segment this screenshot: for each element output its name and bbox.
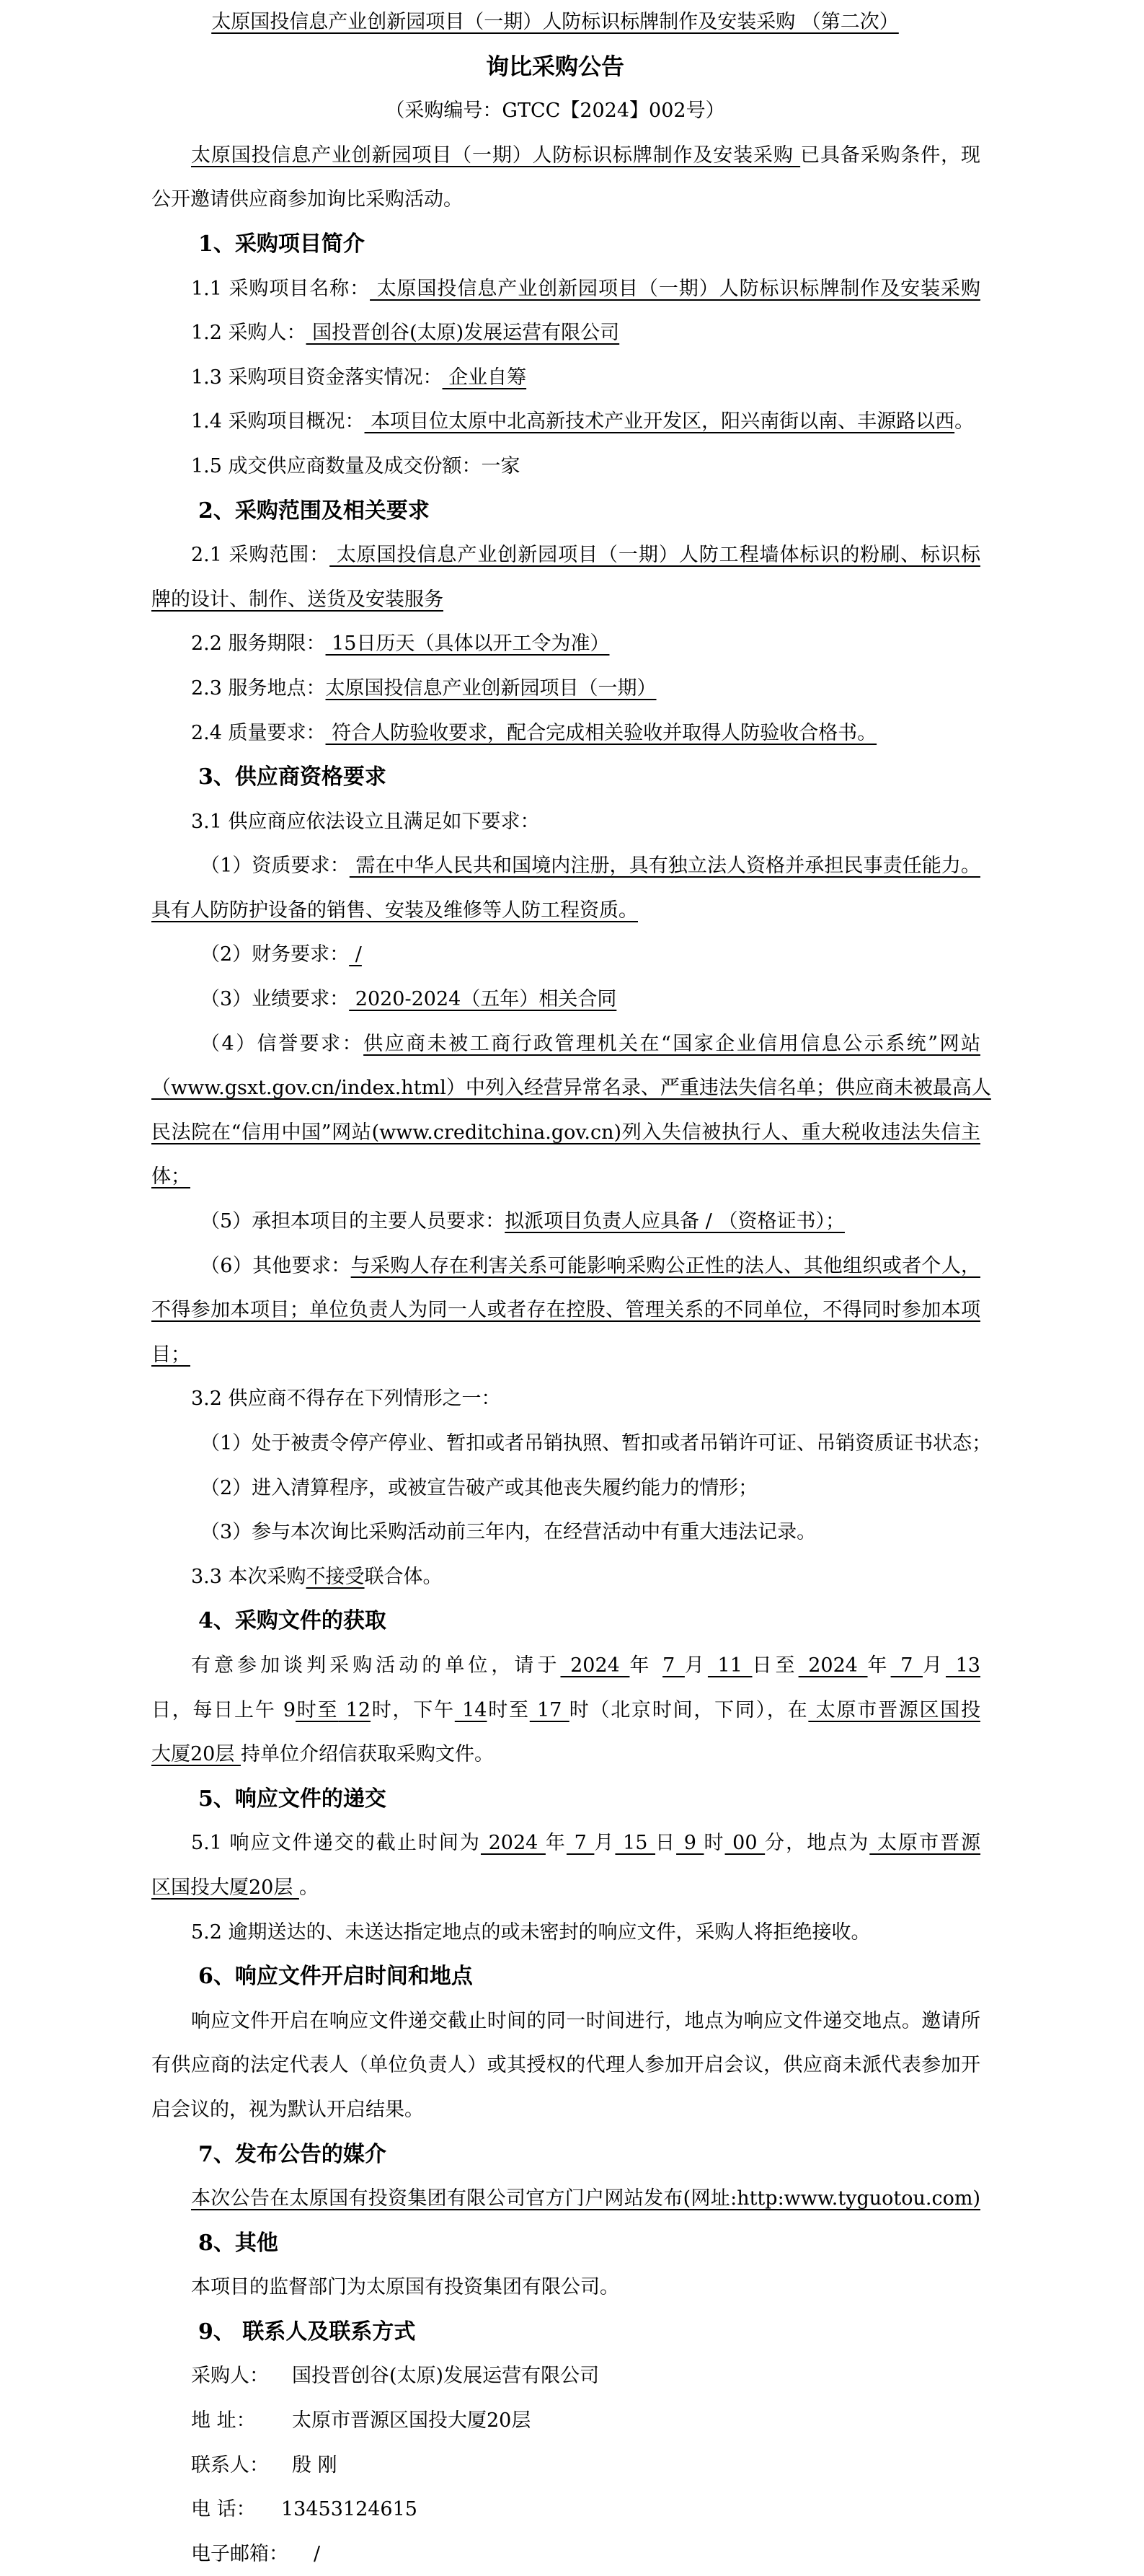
filled-field-text: （www.gsxt.gov.cn/index.html）中列入经营异常名录、严重违法失信名单；供应商未被最高人 (151, 1077, 991, 1100)
text-segment: 2、采购范围及相关要求 (198, 498, 430, 524)
text-segment: 3.2 供应商不得存在下列情形之一： (191, 1388, 501, 1411)
filled-field-text: 7 (890, 1654, 923, 1677)
filled-field-text: 太原国投信息产业创新园项目（一期）人防工程墙体标识的粉刷、标识标 (329, 544, 980, 567)
filled-field-text: 14 (454, 1698, 487, 1721)
text-segment: 2.2 服务期限： (191, 632, 326, 656)
text-segment: 分，地点为 (765, 1832, 870, 1855)
text-line (151, 133, 980, 178)
filled-field-text: 9 (676, 1832, 704, 1855)
filled-field-text: 时至 (296, 1698, 339, 1721)
text-segment: 5、响应文件的递交 (198, 1786, 386, 1812)
text-segment: 1.5 成交供应商数量及成交份额：一家 (191, 454, 520, 477)
text-segment: 1、采购项目简介 (198, 231, 365, 257)
text-segment: 2.3 服务地点： (191, 676, 326, 700)
text-segment: 8、其他 (198, 2230, 278, 2256)
filled-field-text: 供应商未被工商行政管理机关在“国家企业信用信息公示系统”网站 (363, 1032, 980, 1055)
text-line (151, 356, 980, 400)
text-line (151, 1510, 980, 1555)
text-segment: 启会议的，视为默认开启结果。 (151, 2098, 424, 2121)
contact-row (151, 2354, 980, 2399)
text-line (151, 533, 980, 578)
text-segment: （2）进入清算程序，或被宣告破产或其他丧失履约能力的情形； (200, 1476, 758, 1499)
filled-field-text: 太原国投信息产业创新园项目（一期）人防标识标牌制作及安装采购 (191, 144, 801, 167)
section-heading (151, 1954, 980, 1999)
filled-field-text: 需在中华人民共和国境内注册，具有独立法人资格并承担民事责任能力。 (349, 855, 980, 878)
text-segment: 1.4 采购项目概况： (191, 410, 365, 433)
text-line (151, 267, 980, 312)
filled-field-text: 2024 (798, 1654, 868, 1677)
procurement-announcement-document (151, 0, 992, 2576)
procurement-number (130, 89, 980, 133)
text-segment: （4）信誉要求： (200, 1032, 364, 1055)
filled-field-text: 企业自筹 (442, 366, 527, 389)
text-line (151, 844, 980, 888)
contact-label: 电 话： (191, 2498, 256, 2521)
text-segment: 。 (298, 1876, 319, 1899)
text-segment: 3.3 本次采购 (191, 1565, 306, 1588)
text-segment: 7、发布公告的媒介 (198, 2141, 386, 2167)
section-heading (151, 2310, 980, 2355)
text-segment: 有供应商的法定代表人（单位负责人）或其授权的代理人参加开启会议，供应商未派代表参加开 (151, 2054, 980, 2077)
text-line (151, 1022, 980, 1067)
page-title (130, 45, 980, 89)
text-line (151, 2176, 980, 2221)
text-segment: 1.2 采购人： (191, 322, 306, 345)
text-line (151, 1866, 980, 1910)
text-segment: 3.1 供应商应依法设立且满足如下要求： (191, 810, 540, 833)
filled-field-text: / (349, 943, 362, 966)
text-line (151, 1288, 980, 1333)
text-line (151, 932, 980, 977)
text-line (151, 2088, 980, 2132)
text-segment: 年 (629, 1654, 663, 1677)
contact-row (151, 2532, 980, 2576)
text-line (151, 977, 980, 1022)
filled-field-text: 民法院在“信用中国”网站(www.creditchina.gov.cn)列入失信被执行人、重大税收违法失信主 (151, 1121, 980, 1144)
text-line (151, 1333, 980, 1377)
contact-value: 殷 刚 (292, 2453, 337, 2476)
text-line (151, 2043, 980, 2088)
text-segment: 时（北京时间，下同），在 (569, 1698, 809, 1721)
text-segment: 月 (684, 1654, 708, 1677)
text-segment: 年 (867, 1654, 891, 1677)
filled-field-text: 本项目位太原中北高新技术产业开发区，阳兴南街以南、丰源路以西 (364, 410, 955, 433)
text-line (151, 400, 980, 444)
text-line (151, 1732, 980, 1777)
text-line (151, 1111, 980, 1155)
filled-field-text: 太原国投信息产业创新园项目（一期） (325, 676, 657, 700)
text-line (151, 1821, 980, 1866)
text-line (151, 578, 980, 622)
filled-field-text: 太原市晋源 (869, 1832, 981, 1855)
text-segment: 时 (704, 1832, 725, 1855)
text-line (151, 888, 980, 933)
text-segment: 月 (594, 1832, 616, 1855)
text-segment: 6、响应文件开启时间和地点 (198, 1964, 473, 1990)
section-heading (151, 1777, 980, 1822)
section-heading (151, 489, 980, 534)
filled-field-text: 太原国投信息产业创新园项目（一期）人防标识标牌制作及安装采购 (370, 277, 980, 300)
text-line (151, 622, 980, 666)
text-segment: 5.1 响应文件递交的截止时间为 (191, 1832, 481, 1855)
text-line (151, 1999, 980, 2044)
filled-field-text: 区国投大厦20层 (151, 1876, 299, 1899)
contact-value: 13453124615 (281, 2498, 417, 2521)
filled-field-text: 目； (151, 1343, 190, 1366)
text-line (151, 2265, 980, 2310)
filled-field-text: 体； (151, 1165, 190, 1188)
contact-label: 电子邮箱： (191, 2542, 288, 2565)
filled-field-text: 具有人防防护设备的销售、安装及维修等人防工程资质。 (151, 899, 638, 922)
text-line (151, 1644, 980, 1688)
filled-field-text: 拟派项目负责人应具备 / （资格证书）； (505, 1210, 845, 1233)
contact-label: 采购人： (191, 2365, 269, 2388)
text-line (151, 1421, 992, 1466)
text-segment: （3）业绩要求： (200, 988, 350, 1011)
text-line (151, 800, 980, 844)
contact-row (151, 2399, 980, 2443)
filled-field-text: 不得参加本项目；单位负责人为同一人或者存在控股、管理关系的不同单位，不得同时参加本项 (151, 1299, 980, 1322)
filled-field-text: 大厦20层 (151, 1743, 241, 1766)
filled-field-text: 17 (529, 1698, 569, 1721)
contact-label: 地 址： (191, 2409, 256, 2432)
text-segment: 2.4 质量要求： (191, 721, 326, 744)
filled-field-text: 15 (615, 1832, 656, 1855)
filled-field-text: 本次公告在太原国有投资集团有限公司官方门户网站发布(网址:http:www.tyguotou.com) (191, 2187, 980, 2210)
filled-field-text: 2024 (480, 1832, 546, 1855)
text-segment: （1）资质要求： (200, 855, 350, 878)
contact-row (151, 2487, 980, 2532)
filled-field-text: 12 (338, 1698, 371, 1721)
text-segment: 2.1 采购范围： (191, 544, 330, 567)
filled-field-text: 符合人防验收要求，配合完成相关验收并取得人防验收合格书。 (325, 721, 877, 744)
filled-field-text: 国投晋创谷(太原)发展运营有限公司 (306, 322, 620, 345)
text-line (151, 1555, 980, 1600)
text-segment: 联合体。 (364, 1565, 443, 1588)
text-line (151, 444, 980, 489)
text-segment: 有意参加谈判采购活动的单位，请于 (191, 1654, 561, 1677)
filled-field-text: 15日历天（具体以开工令为准） (325, 632, 610, 656)
text-segment: 。 (954, 410, 975, 433)
text-line (151, 711, 980, 756)
filled-field-text: 2024 (560, 1654, 630, 1677)
text-segment: 询比采购公告 (485, 52, 624, 80)
filled-field-text: 13 (946, 1654, 980, 1677)
filled-field-text: 7 (662, 1654, 685, 1677)
contact-row (151, 2443, 980, 2488)
filled-field-text: 与采购人存在利害关系可能影响采购公正性的法人、其他组织或者个人， (350, 1254, 980, 1277)
text-segment: 月 (922, 1654, 946, 1677)
text-segment: 日，每日上午 9 (151, 1698, 296, 1721)
text-line (151, 177, 980, 222)
text-segment: 年 (545, 1832, 567, 1855)
text-line (151, 1155, 980, 1199)
text-line (151, 666, 980, 711)
filled-field-text: 太原国投信息产业创新园项目（一期）人防标识标牌制作及安装采购 （第二次） (211, 11, 899, 33)
section-heading (151, 755, 980, 800)
contact-value: / (314, 2542, 321, 2565)
text-segment: 4、采购文件的获取 (198, 1608, 386, 1634)
text-segment: （1）处于被责令停产停业、暂扣或者吊销执照、暂扣或者吊销许可证、吊销资质证书状态； (200, 1432, 992, 1455)
text-segment: 时至 (487, 1698, 530, 1721)
document-title (130, 0, 980, 45)
text-segment: 已具备采购条件，现 (800, 144, 980, 167)
text-line (151, 1066, 991, 1111)
section-heading (151, 1599, 980, 1644)
text-line (151, 311, 980, 356)
contact-label: 联系人： (191, 2453, 269, 2476)
text-segment: （6）其他要求： (200, 1254, 351, 1277)
text-segment: 9、 联系人及联系方式 (198, 2319, 416, 2345)
text-segment: 5.2 逾期送达的、未送达指定地点的或未密封的响应文件，采购人将拒绝接收。 (191, 1920, 871, 1944)
text-line (151, 1377, 980, 1421)
text-line (151, 1688, 980, 1733)
filled-field-text: 牌的设计、制作、送货及安装服务 (151, 588, 443, 611)
contact-value: 国投晋创谷(太原)发展运营有限公司 (292, 2365, 600, 2388)
section-heading (151, 2221, 980, 2266)
text-segment: 持单位介绍信获取采购文件。 (240, 1743, 494, 1766)
section-heading (151, 2132, 980, 2177)
text-segment: 公开邀请供应商参加询比采购活动。 (151, 188, 463, 211)
text-segment: 1.1 采购项目名称： (191, 277, 371, 300)
text-line (151, 1466, 980, 1511)
text-segment: 日至 (752, 1654, 799, 1677)
text-line (151, 1199, 980, 1244)
text-line (151, 1244, 980, 1289)
text-segment: 日 (655, 1832, 677, 1855)
text-line (151, 1910, 980, 1955)
filled-field-text: 2020-2024（五年）相关合同 (349, 988, 617, 1011)
text-segment: 1.3 采购项目资金落实情况： (191, 366, 443, 389)
filled-field-text: 不接受 (306, 1565, 365, 1588)
text-segment: （3）参与本次询比采购活动前三年内，在经营活动中有重大违法记录。 (200, 1521, 817, 1544)
filled-field-text: 太原市晋源区国投 (808, 1698, 980, 1721)
section-heading (151, 222, 980, 267)
contact-value: 太原市晋源区国投大厦20层 (292, 2409, 531, 2432)
text-segment: （2）财务要求： (200, 943, 350, 966)
text-segment: 本项目的监督部门为太原国有投资集团有限公司。 (191, 2276, 619, 2299)
text-segment: （采购编号：GTCC【2024】002号） (385, 100, 725, 123)
text-segment: 响应文件开启在响应文件递交截止时间的同一时间进行，地点为响应文件递交地点。邀请所 (191, 2009, 980, 2032)
filled-field-text: 7 (566, 1832, 595, 1855)
text-segment: （5）承担本项目的主要人员要求： (200, 1210, 505, 1233)
filled-field-text: 11 (707, 1654, 753, 1677)
filled-field-text: 00 (724, 1832, 766, 1855)
text-segment: 3、供应商资格要求 (198, 764, 386, 790)
text-segment: 时，下午 (371, 1698, 455, 1721)
